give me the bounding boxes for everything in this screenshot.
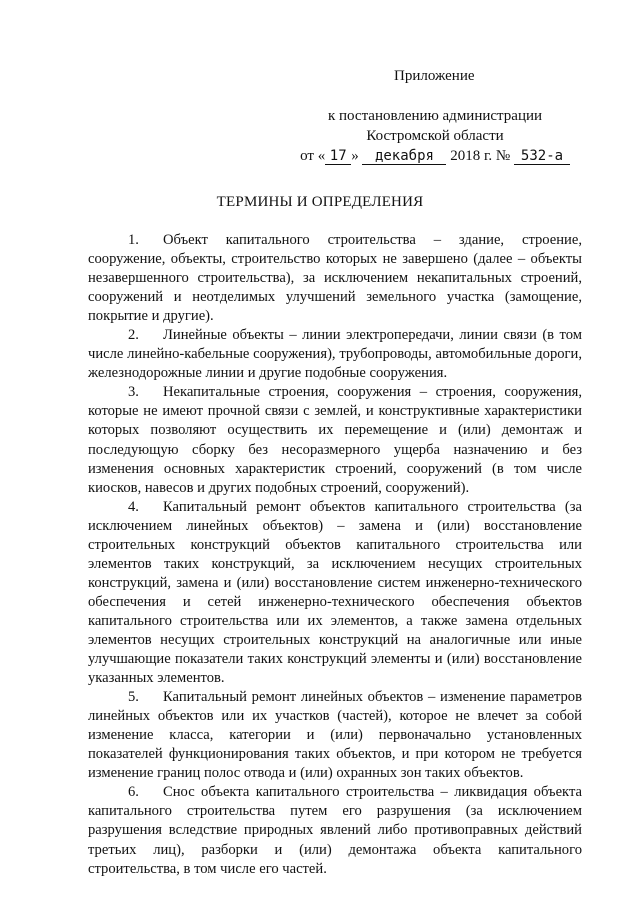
definition-item xyxy=(88,231,582,326)
date-mid: » xyxy=(351,148,359,164)
definition-item xyxy=(88,326,582,383)
decree-line-2: Костромской области xyxy=(366,128,504,144)
date-day: 17 xyxy=(325,148,351,165)
item-number: 6. xyxy=(128,784,139,801)
item-text: Капитальный ремонт линейных объектов – изменение параметров линейных объектов или их участков (частей), которое не влечет за собой изменение класса, категории и (или) первоначально установленных показателей функционирования таких объектов, и при котором не требуется изменение границ полос отвода и (или) охранных зон таких объектов. xyxy=(88,689,582,782)
item-text: Линейные объекты – линии электропередачи, линии связи (в том числе линейно-кабельные сооружения), трубопроводы, автомобильные дороги, железнодорожные линии и другие подобные сооружения. xyxy=(88,327,582,382)
item-text: Некапитальные строения, сооружения – строения, сооружения, которые не имеют прочной связи с землей, и конструктивные характеристики которых позволяют осуществить их перемещение и (или) демонтаж и последующую сборку без несоразмерного ущерба назначению и без изменения основных характеристик строений, сооружений (в том числе киосков, навесов и других подобных строений, сооружений). xyxy=(88,384,582,496)
definition-item xyxy=(88,688,582,783)
decree-reference xyxy=(300,106,570,166)
definition-item xyxy=(88,783,582,878)
item-text: Снос объекта капитального строительства – ликвидация объекта капитального строительства путем его разрушения (за исключением разрушения вследствие природных явлений либо противоправных действий третьих лиц), разборки и (или) демонтажа объекта капитального строительства, в том числе его частей. xyxy=(88,784,582,877)
item-number: 2. xyxy=(128,327,139,344)
date-prefix: от « xyxy=(300,148,326,164)
item-text: Капитальный ремонт объектов капитального строительства (за исключением линейных объектов) – замена и (или) восстановление строительных конструкций объектов капитального строительства или элементов таких конструкций, за исключением несущих строительных конструкций, замена и (или) восстановление систем инженерно-технического обеспечения и сетей инженерно-технического обеспечения объектов капитального строительства или их элементов, а также замена отдельных элементов несущих строительных конструкций на аналогичные или иные улучшающие показатели таких конструкций элементы и (или) восстановление указанных элементов. xyxy=(88,498,582,687)
date-year: 2018 г. № xyxy=(450,148,511,164)
item-number: 4. xyxy=(128,498,139,515)
date-month: декабря xyxy=(362,148,446,165)
definitions-list xyxy=(88,231,582,879)
decree-number: 532-а xyxy=(514,148,570,165)
decree-date-line xyxy=(300,146,570,166)
definition-item xyxy=(88,498,582,688)
item-number: 3. xyxy=(128,384,139,401)
document-title: ТЕРМИНЫ И ОПРЕДЕЛЕНИЯ xyxy=(216,194,424,210)
item-number: 1. xyxy=(128,232,139,248)
appendix-label: Приложение xyxy=(394,68,475,84)
item-number: 5. xyxy=(128,689,139,706)
decree-line-1: к постановлению администрации xyxy=(327,108,543,124)
item-text: Объект капитального строительства – здание, строение, сооружение, объекты, строительство которых не завершено (далее – объекты незавершенного строительства), за исключением некапитальных строений, сооружений и неотделимых улучшений земельного участка (замощение, покрытие и другие). xyxy=(88,232,582,325)
definition-item xyxy=(88,383,582,497)
